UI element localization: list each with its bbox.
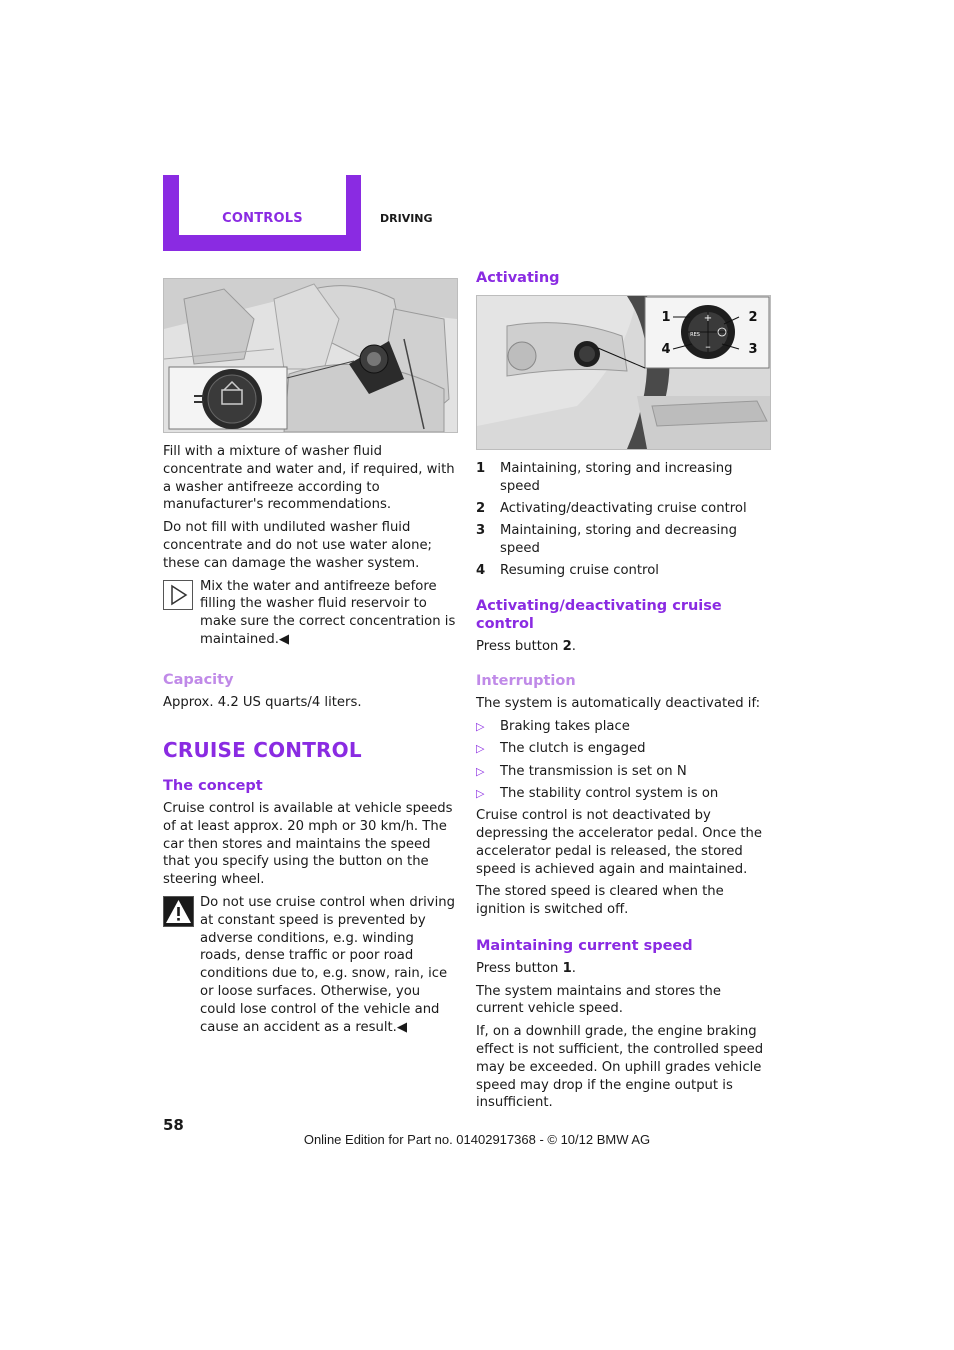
interruption-intro: The system is automatically deactivated if: [476,696,761,712]
callout-2: 2 [748,309,758,325]
concept-heading: The concept [163,778,263,795]
chapter-tab-inner [179,175,346,235]
callout-1: 1 [661,309,671,325]
downhill-text: If, on a downhill grade, the engine braking effect is not sufficient, the controlled speed may be exceeded. On uphill grades vehicle speed may drop if the engine output is insufficient. [476,1024,764,1111]
warning-block [163,894,458,1036]
chapter-tab-label: CONTROLS [222,211,303,226]
washer-paragraph-1: Fill with a mixture of washer fluid concentrate and water and, if required, with a washer antifreeze according to manufacturer's recommendations. [163,444,455,513]
end-mark: ◀ [396,1019,408,1035]
warning-text: Do not use cruise control when driving at constant speed is prevented by adverse conditions, e.g. winding roads, dense traffic or poor road conditions due to, e.g. snow, rain, ice or loose surfaces. Otherwise, you could lose control of the vehicle and cause an accident as a result. [200,894,455,1035]
capacity-text: Approx. 4.2 US quarts/4 liters. [163,694,362,710]
res-label: RES [690,331,700,338]
right-column [476,270,771,1117]
list-item: ▷ Braking takes place [476,719,630,735]
list-item: ▷ The transmission is set on N [476,763,687,779]
press-button-1-text: Press button 1. [476,960,576,976]
end-mark: ◀ [278,631,290,647]
note-text: Mix the water and antifreeze before filling the washer fluid reservoir to make sure the correct concentration is maintained. [200,578,456,647]
note-play-icon [163,580,193,610]
capacity-heading: Capacity [163,671,234,688]
chapter-tab [163,175,361,251]
concept-text: Cruise control is available at vehicle speeds of at least approx. 20 mph or 30 km/h. The car then stores and maintains the speed that you specify using the button on the steering wheel. [163,800,453,888]
list-item: ▷ The clutch is engaged [476,741,646,757]
svg-text:–: – [705,339,711,353]
list-item: 2 Activating/deactivating cruise control [476,500,747,516]
steering-wheel-image [476,295,771,450]
callout-3: 3 [748,341,758,357]
left-column [163,278,458,1041]
activating-deactivating-heading: Activating/deactivating cruise control [476,598,722,632]
washer-paragraph-2: Do not fill with undiluted washer fluid concentrate and do not use water alone; these can damage the washer system. [163,520,432,571]
list-item: ▷ The stability control system is on [476,785,719,801]
maintaining-speed-heading: Maintaining current speed [476,938,693,955]
list-item: 3 Maintaining, storing and decreasing speed [476,523,737,556]
section-label: DRIVING [380,212,433,225]
interruption-list [476,718,771,803]
edition-footer: Online Edition for Part no. 01402917368 - © 10/12 BMW AG [303,1132,651,1147]
callout-4: 4 [661,341,671,357]
speed-cleared-text: The stored speed is cleared when the ignition is switched off. [476,884,724,918]
interruption-heading: Interruption [476,673,576,690]
maintains-text: The system maintains and stores the current vehicle speed. [476,983,721,1017]
warning-icon [163,896,194,927]
button-legend-list [476,460,771,580]
note-block [163,578,458,649]
list-item: 1 Maintaining, storing and increasing speed [476,460,733,494]
svg-text:+: + [703,312,713,324]
press-button-2-text: Press button 2. [476,638,576,654]
washer-reservoir-image [163,278,458,433]
list-item: 4 Resuming cruise control [476,563,659,579]
page-number: 58 [163,1116,184,1134]
not-deactivated-text: Cruise control is not deactivated by depressing the accelerator pedal. Once the accelerator pedal is released, the stored speed is achieved again and maintained. [476,808,763,877]
activating-heading: Activating [476,270,560,286]
cruise-control-heading: CRUISE CONTROL [163,738,362,763]
